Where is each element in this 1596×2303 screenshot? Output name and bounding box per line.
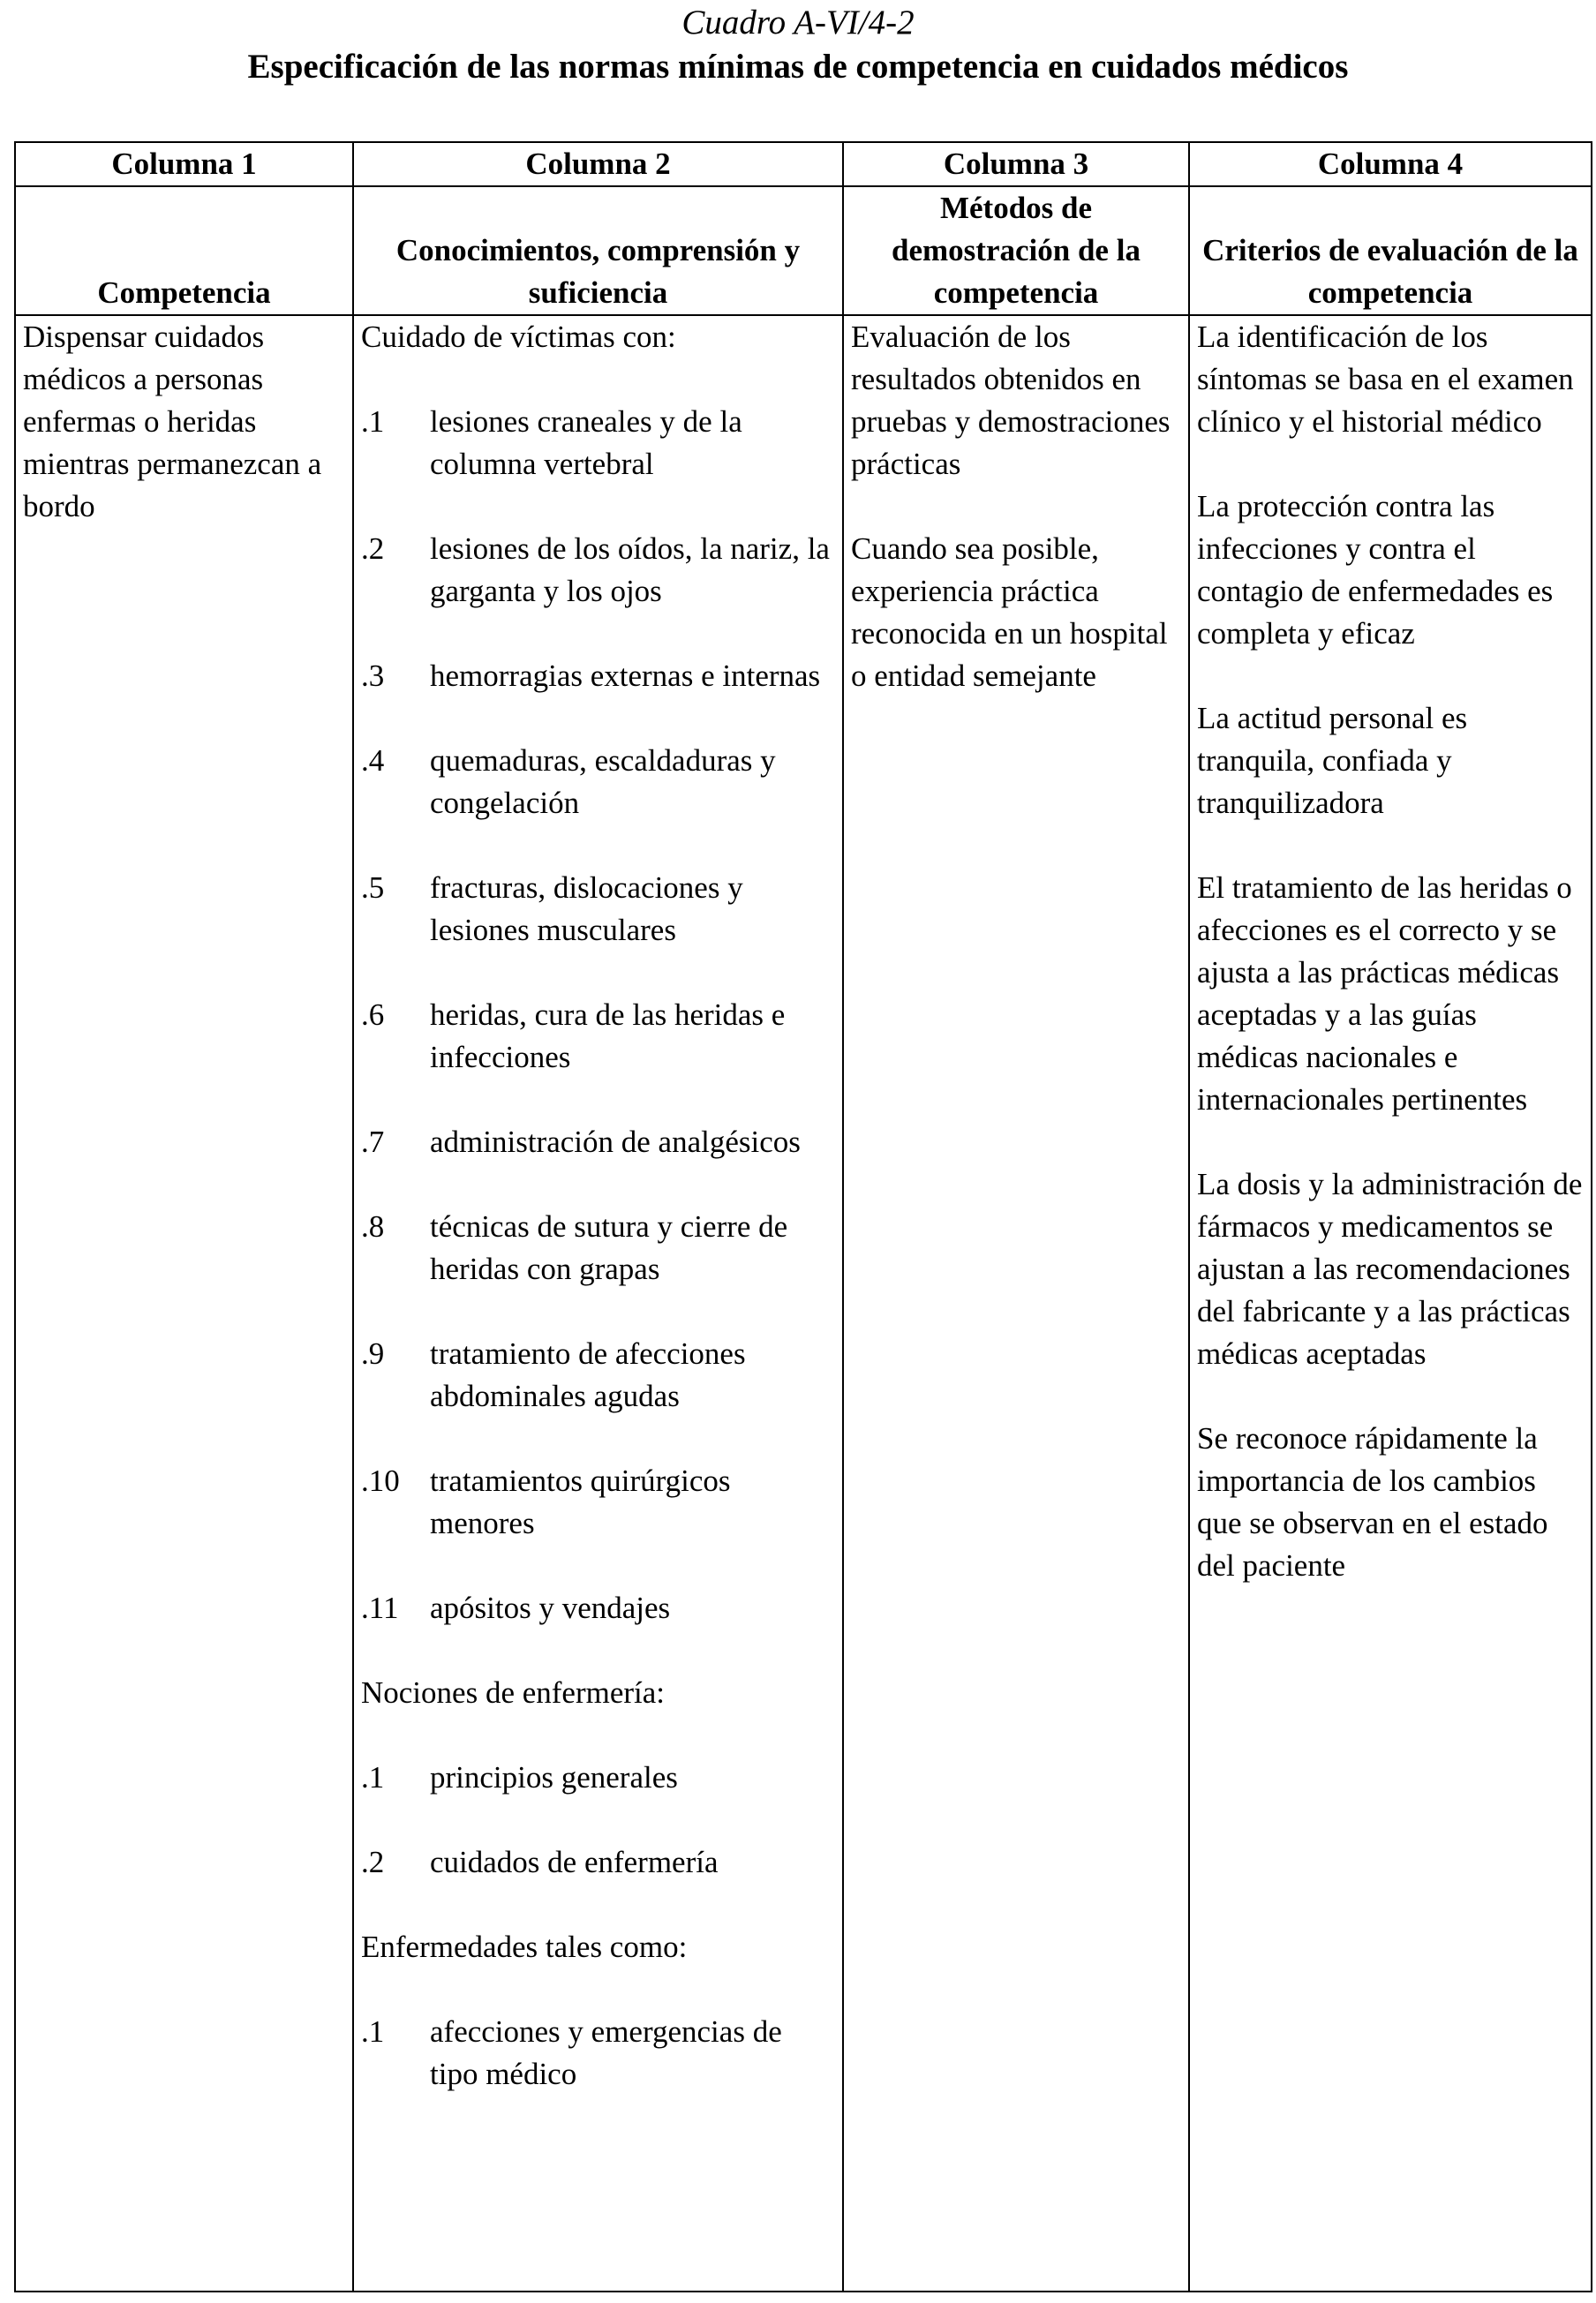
- list-item: [361, 740, 835, 824]
- list-item: [361, 1757, 835, 1799]
- list-item: [361, 2011, 835, 2096]
- victim-care-heading: Cuidado de víctimas con:: [361, 320, 676, 354]
- criteria-paragraph: La identificación de los síntomas se basa en el examen clínico y el historial médico: [1197, 320, 1574, 439]
- item-text: apósitos y vendajes: [430, 1591, 671, 1625]
- item-number: .9: [361, 1336, 385, 1371]
- list-item: [361, 867, 835, 952]
- list-item: [361, 528, 835, 613]
- item-number: .1: [361, 2014, 385, 2049]
- item-number: .11: [361, 1591, 399, 1625]
- list-item: [361, 1460, 835, 1545]
- column-number-row: [15, 142, 1592, 186]
- item-number: .3: [361, 659, 385, 693]
- item-text: quemaduras, escaldaduras y congelación: [430, 743, 776, 820]
- methods-paragraph: Cuando sea posible, experiencia práctica reconocida en un hospital o entidad semejante: [851, 531, 1168, 693]
- competence-table: [14, 141, 1592, 2292]
- item-text: hemorragias externas e internas: [430, 659, 821, 693]
- list-item: [361, 1333, 835, 1418]
- item-number: .8: [361, 1209, 385, 1244]
- content-row: [15, 315, 1592, 2292]
- list-item: [361, 1121, 835, 1163]
- criteria-paragraph: Se reconoce rápidamente la importancia de los cambios que se observan en el estado del paciente: [1197, 1421, 1548, 1583]
- list-item: [361, 401, 835, 485]
- criteria-cell: [1189, 315, 1592, 2292]
- item-text: heridas, cura de las heridas e infecciones: [430, 997, 786, 1074]
- page-title: Especificación de las normas mínimas de competencia en cuidados médicos: [247, 48, 1349, 86]
- item-number: .6: [361, 997, 385, 1032]
- knowledge-cell: [353, 315, 843, 2292]
- diseases-heading: Enfermedades tales como:: [361, 1930, 688, 1964]
- list-item: [361, 655, 835, 697]
- item-text: técnicas de sutura y cierre de heridas con grapas: [430, 1209, 788, 1286]
- column-number-2: Columna 2: [353, 142, 843, 186]
- column-number-4: Columna 4: [1189, 142, 1592, 186]
- heading-competence: Competencia: [15, 186, 353, 315]
- item-number: .2: [361, 1845, 385, 1879]
- item-number: .7: [361, 1125, 385, 1159]
- criteria-paragraph: La dosis y la administración de fármacos y medicamentos se ajustan a las recomendaciones del fabricante y a las prácticas médicas aceptadas: [1197, 1167, 1583, 1371]
- item-text: cuidados de enfermería: [430, 1845, 719, 1879]
- item-text: afecciones y emergencias de tipo médico: [430, 2014, 782, 2091]
- criteria-paragraph: La protección contra las infecciones y contra el contagio de enfermedades es completa y eficaz: [1197, 489, 1554, 651]
- item-text: principios generales: [430, 1760, 678, 1795]
- item-number: .2: [361, 531, 385, 566]
- criteria-paragraph: El tratamiento de las heridas o afecciones es el correcto y se ajusta a las prácticas médicas aceptadas y a las guías médicas nacionales e internacionales pertinentes: [1197, 870, 1572, 1117]
- methods-cell: [843, 315, 1189, 2292]
- item-number: .5: [361, 870, 385, 905]
- list-item: [361, 1841, 835, 1884]
- nursing-list: [361, 1757, 835, 1884]
- item-number: .10: [361, 1464, 400, 1498]
- competence-cell: [15, 315, 353, 2292]
- column-number-1: Columna 1: [15, 142, 353, 186]
- criteria-paragraph: La actitud personal es tranquila, confiada y tranquilizadora: [1197, 701, 1468, 820]
- list-item: [361, 994, 835, 1079]
- item-text: administración de analgésicos: [430, 1125, 801, 1159]
- column-heading-row: [15, 186, 1592, 315]
- item-text: lesiones de los oídos, la nariz, la garganta y los ojos: [430, 531, 830, 608]
- list-item: [361, 1206, 835, 1291]
- column-number-3: Columna 3: [843, 142, 1189, 186]
- item-text: lesiones craneales y de la columna vertebral: [430, 404, 742, 481]
- item-number: .1: [361, 404, 385, 439]
- nursing-heading: Nociones de enfermería:: [361, 1675, 666, 1710]
- heading-criteria: Criterios de evaluación de la competencia: [1189, 186, 1592, 315]
- table-caption: Cuadro A-VI/4-2: [681, 4, 915, 41]
- list-item: [361, 1587, 835, 1629]
- diseases-list: [361, 2011, 835, 2096]
- item-text: fracturas, dislocaciones y lesiones musculares: [430, 870, 743, 947]
- item-number: .1: [361, 1760, 385, 1795]
- item-number: .4: [361, 743, 385, 778]
- item-text: tratamientos quirúrgicos menores: [430, 1464, 731, 1540]
- item-text: tratamiento de afecciones abdominales agudas: [430, 1336, 746, 1413]
- heading-knowledge: Conocimientos, comprensión y suficiencia: [353, 186, 843, 315]
- methods-paragraph: Evaluación de los resultados obtenidos en pruebas y demostraciones prácticas: [851, 320, 1171, 481]
- competence-text: Dispensar cuidados médicos a personas enfermas o heridas mientras permanezcan a bordo: [23, 320, 322, 523]
- victim-care-list: [361, 401, 835, 1629]
- heading-methods: Métodos de demostración de la competencia: [843, 186, 1189, 315]
